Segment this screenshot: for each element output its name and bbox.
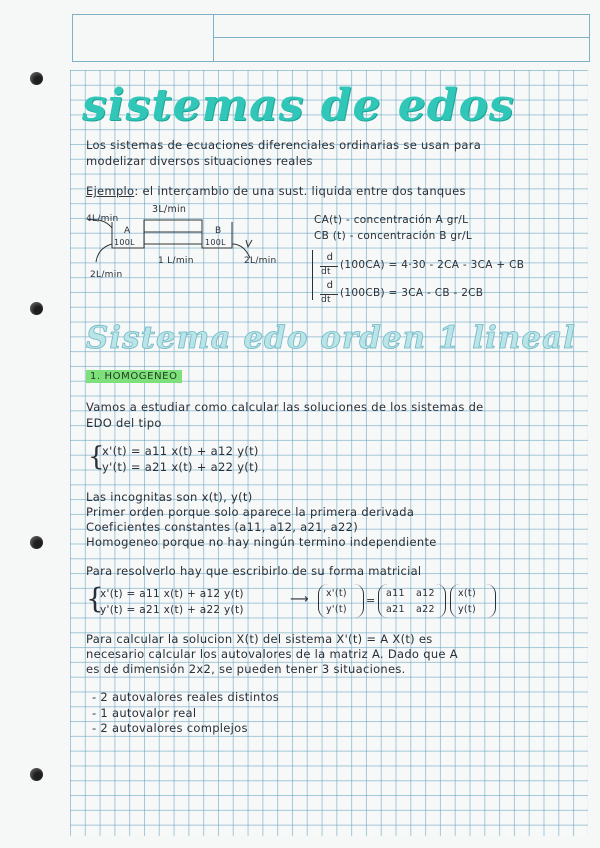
m22: a22 [416, 604, 435, 615]
header-cell [73, 15, 214, 61]
v-top: x(t) [458, 588, 476, 599]
v-bottom: y(t) [458, 604, 476, 615]
top-flow-label: 3L/min [152, 204, 187, 215]
lhs-bottom: y'(t) [326, 604, 347, 615]
inflow-left-label: 4L/min [86, 214, 119, 224]
intro-line-1: Los sistemas de ecuaciones diferenciales ordinarias se usan para [86, 138, 482, 152]
definition-ca: CA(t) - concentración A gr/L [314, 214, 469, 226]
middle-flow-label: 1 L/min [158, 256, 194, 266]
system-line-2: y'(t) = a21 x(t) + a22 y(t) [102, 460, 259, 474]
m11: a11 [386, 588, 405, 599]
p1-line-2: EDO del tipo [86, 416, 162, 430]
note-3: Coeficientes constantes (a11, a12, a21, a22) [86, 520, 359, 534]
example-line [86, 184, 466, 198]
punch-hole-icon [30, 536, 43, 549]
equation-brace [312, 250, 317, 300]
eq1-rest: (100CA) = 4·30 - 2CA - 3CA + CB [340, 259, 525, 271]
eq2-rest: (100CB) = 3CA - CB - 2CB [340, 287, 484, 299]
bottom-margin [0, 836, 600, 848]
right-margin [588, 0, 600, 848]
eq1-dt: dt [321, 267, 331, 277]
matrix-system-brace: { [86, 582, 104, 615]
tank-b-volume: 100L [205, 238, 226, 247]
intro-line-2: modelizar diversos situaciones reales [86, 154, 313, 168]
header-divider [213, 37, 589, 38]
section-title: Sistema edo orden 1 lineal [86, 320, 576, 356]
tank-a-name: A [124, 226, 131, 236]
system-line-1: x'(t) = a11 x(t) + a12 y(t) [102, 444, 259, 458]
p2: Para resolverlo hay que escribirlo de su forma matricial [86, 564, 422, 578]
matrix-system-line-2: y'(t) = a21 x(t) + a22 y(t) [100, 604, 244, 616]
m21: a21 [386, 604, 405, 615]
outflow-right-label: 2L/min [244, 256, 277, 266]
definition-cb: CB (t) - concentración B gr/L [314, 230, 472, 242]
case-1: - 2 autovalores reales distintos [92, 690, 280, 704]
arrow-down-icon [246, 240, 252, 247]
case-3: - 2 autovalores complejos [92, 721, 248, 735]
punch-hole-icon [30, 72, 43, 85]
lhs-top: x'(t) [326, 588, 347, 599]
note-4: Homogeneo porque no hay ningún termino independiente [86, 535, 437, 549]
p1-line-1: Vamos a estudiar como calcular las soluciones de los sistemas de [86, 400, 484, 414]
implies-arrow-icon: ⟶ [290, 592, 309, 607]
punch-hole-icon [30, 302, 43, 315]
page-title: sistemas de edos [82, 80, 515, 131]
outflow-left-label: 2L/min [90, 270, 123, 280]
m12: a12 [416, 588, 435, 599]
eq2-dt: dt [321, 295, 331, 305]
p3-line-1: Para calcular la solucion X(t) del sistema X'(t) = A X(t) es [86, 632, 433, 646]
example-label: Ejemplo [86, 184, 135, 198]
case-2: - 1 autovalor real [92, 706, 197, 720]
left-margin [0, 0, 70, 848]
system-brace: { [88, 442, 105, 472]
top-pipe [144, 220, 202, 226]
matrix-system-line-1: x'(t) = a11 x(t) + a12 y(t) [100, 588, 244, 600]
p3-line-2: necesario calcular los autovalores de la matriz A. Dado que A [86, 647, 458, 661]
tank-a-volume: 100L [114, 238, 135, 247]
punch-hole-icon [30, 768, 43, 781]
example-text: : el intercambio de una sust. liquida entre dos tanques [134, 184, 466, 198]
header-box [72, 14, 590, 62]
note-1: Las incognitas son x(t), y(t) [86, 490, 253, 504]
equals-sign: = [366, 594, 376, 607]
note-2: Primer orden porque solo aparece la primera derivada [86, 505, 415, 519]
section-label-highlight: 1. HOMOGENEO [86, 370, 182, 383]
tank-b-name: B [215, 226, 222, 236]
eq1-d: d [326, 252, 334, 263]
outflow-left-pipe [96, 244, 112, 262]
p3-line-3: es de dimensión 2x2, se pueden tener 3 situaciones. [86, 662, 406, 676]
eq2-d: d [326, 280, 334, 291]
